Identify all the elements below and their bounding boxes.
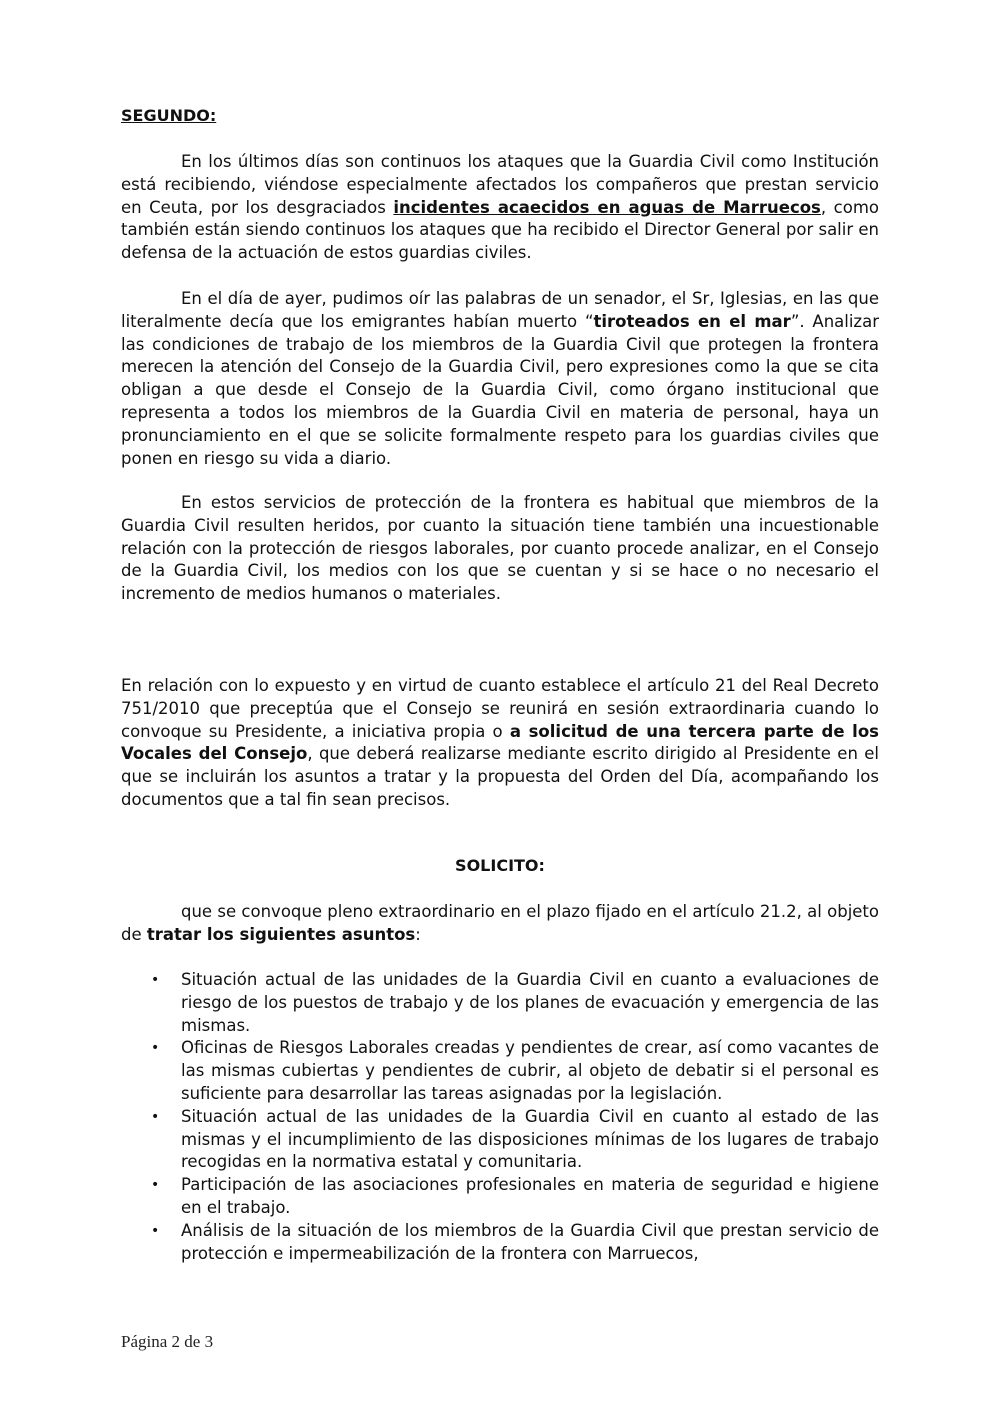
bullet-icon: • (151, 972, 160, 988)
paragraph-1-text-a: En los últimos días son continuos los ataques que la Guardia Civil como Institución está recibiendo, viéndose especialmente afectados los compañeros que prestan servicio en Ceuta, por los desgraciados (121, 152, 879, 217)
list-item-text: Análisis de la situación de los miembros de la Guardia Civil que prestan servicio de protección e impermeabilización de la frontera con Marruecos, (181, 1220, 879, 1263)
paragraph-5-text-a: que se convoque pleno extraordinario en el plazo fijado en el artículo 21.2, al objeto de (121, 902, 879, 944)
paragraph-4-text-c: , que deberá realizarse mediante escrito dirigido al Presidente en el que se incluirán los asuntos a tratar y la propuesta del Orden del Día, acompañando los documentos que a tal fin sean precisos. (121, 744, 879, 809)
paragraph-1-text-c: , como también están siendo continuos los ataques que ha recibido el Director General por salir en defensa de la actuación de estos guardias civiles. (121, 197, 879, 263)
paragraph-4 (121, 675, 879, 812)
page-number-footer: Página 2 de 3 (121, 1332, 214, 1351)
bullet-icon: • (151, 1108, 160, 1125)
bullet-icon: • (151, 1222, 160, 1239)
paragraph-2-text-a: En el día de ayer, pudimos oír las palabras de un senador, el Sr, Iglesias, en las que literalmente decía que los emigrantes habían muerto “ (121, 289, 879, 331)
list-item-text: Oficinas de Riesgos Laborales creadas y pendientes de crear, así como vacantes de las mismas cubiertas y pendientes de cubrir, al objeto de debatir si el personal es suficiente para desarrollar las tareas asignadas por la legislación. (181, 1038, 879, 1103)
paragraph-4-text-a: En relación con lo expuesto y en virtud de cuanto establece el artículo 21 del Real Decreto 751/2010 que preceptúa que el Consejo se reunirá en sesión extraordinaria cuando lo convoque su Presidente, a iniciativa propia o (121, 676, 879, 741)
list-item (121, 1220, 879, 1266)
bullet-icon: • (151, 1040, 160, 1057)
list-item-text: Situación actual de las unidades de la Guardia Civil en cuanto a evaluaciones de riesgo de los puestos de trabajo y de los planes de evacuación y emergencia de las mismas. (181, 970, 879, 1035)
paragraph-2-emphasis: tiroteados en el mar (593, 311, 791, 331)
list-item (121, 969, 879, 1037)
paragraph-4-emphasis: a solicitud de una tercera parte de los Vocales del Consejo (121, 721, 879, 764)
paragraph-1 (121, 151, 879, 265)
list-item (121, 1174, 879, 1220)
bullet-icon: • (151, 1177, 160, 1194)
paragraph-5-emphasis: tratar los siguientes asuntos (146, 924, 416, 944)
agenda-list (121, 969, 879, 1265)
list-item-text: Situación actual de las unidades de la Guardia Civil en cuanto al estado de las mismas y el incumplimiento de las disposiciones mínimas de los lugares de trabajo recogidas en la normativa estatal y comunitaria. (181, 1106, 879, 1172)
list-item (121, 1106, 879, 1174)
list-item-text: Participación de las asociaciones profesionales en materia de seguridad e higiene en el trabajo. (181, 1175, 879, 1217)
paragraph-3: En estos servicios de protección de la frontera es habitual que miembros de la Guardia Civil resulten heridos, por cuanto la situación tiene también una incuestionable relación con la protección de riesgos laborales, por cuanto procede analizar, en el Consejo de la Guardia Civil, los medios con los que se cuentan y si se hace o no necesario el incremento de medios humanos o materiales. (121, 493, 879, 604)
paragraph-2 (121, 288, 879, 470)
paragraph-2-text-c: ”. Analizar las condiciones de trabajo de los miembros de la Guardia Civil que protegen la frontera merecen la atención del Consejo de la Guardia Civil, pero expresiones como la que se cita obligan a que desde el Consejo de la Guardia Civil, como órgano institucional que representa a todos los miembros de la Guardia Civil en materia de personal, haya un pronunciamiento en el que se solicite formalmente respeto para los guardias civiles que ponen en riesgo su vida a diario. (121, 311, 879, 468)
paragraph-5 (121, 901, 879, 947)
paragraph-5-text-c: : (415, 924, 421, 944)
section-heading: SEGUNDO: (121, 106, 217, 125)
solicito-heading: SOLICITO: (455, 856, 545, 875)
paragraph-1-emphasis: incidentes acaecidos en aguas de Marruecos (393, 197, 821, 217)
list-item (121, 1037, 879, 1105)
